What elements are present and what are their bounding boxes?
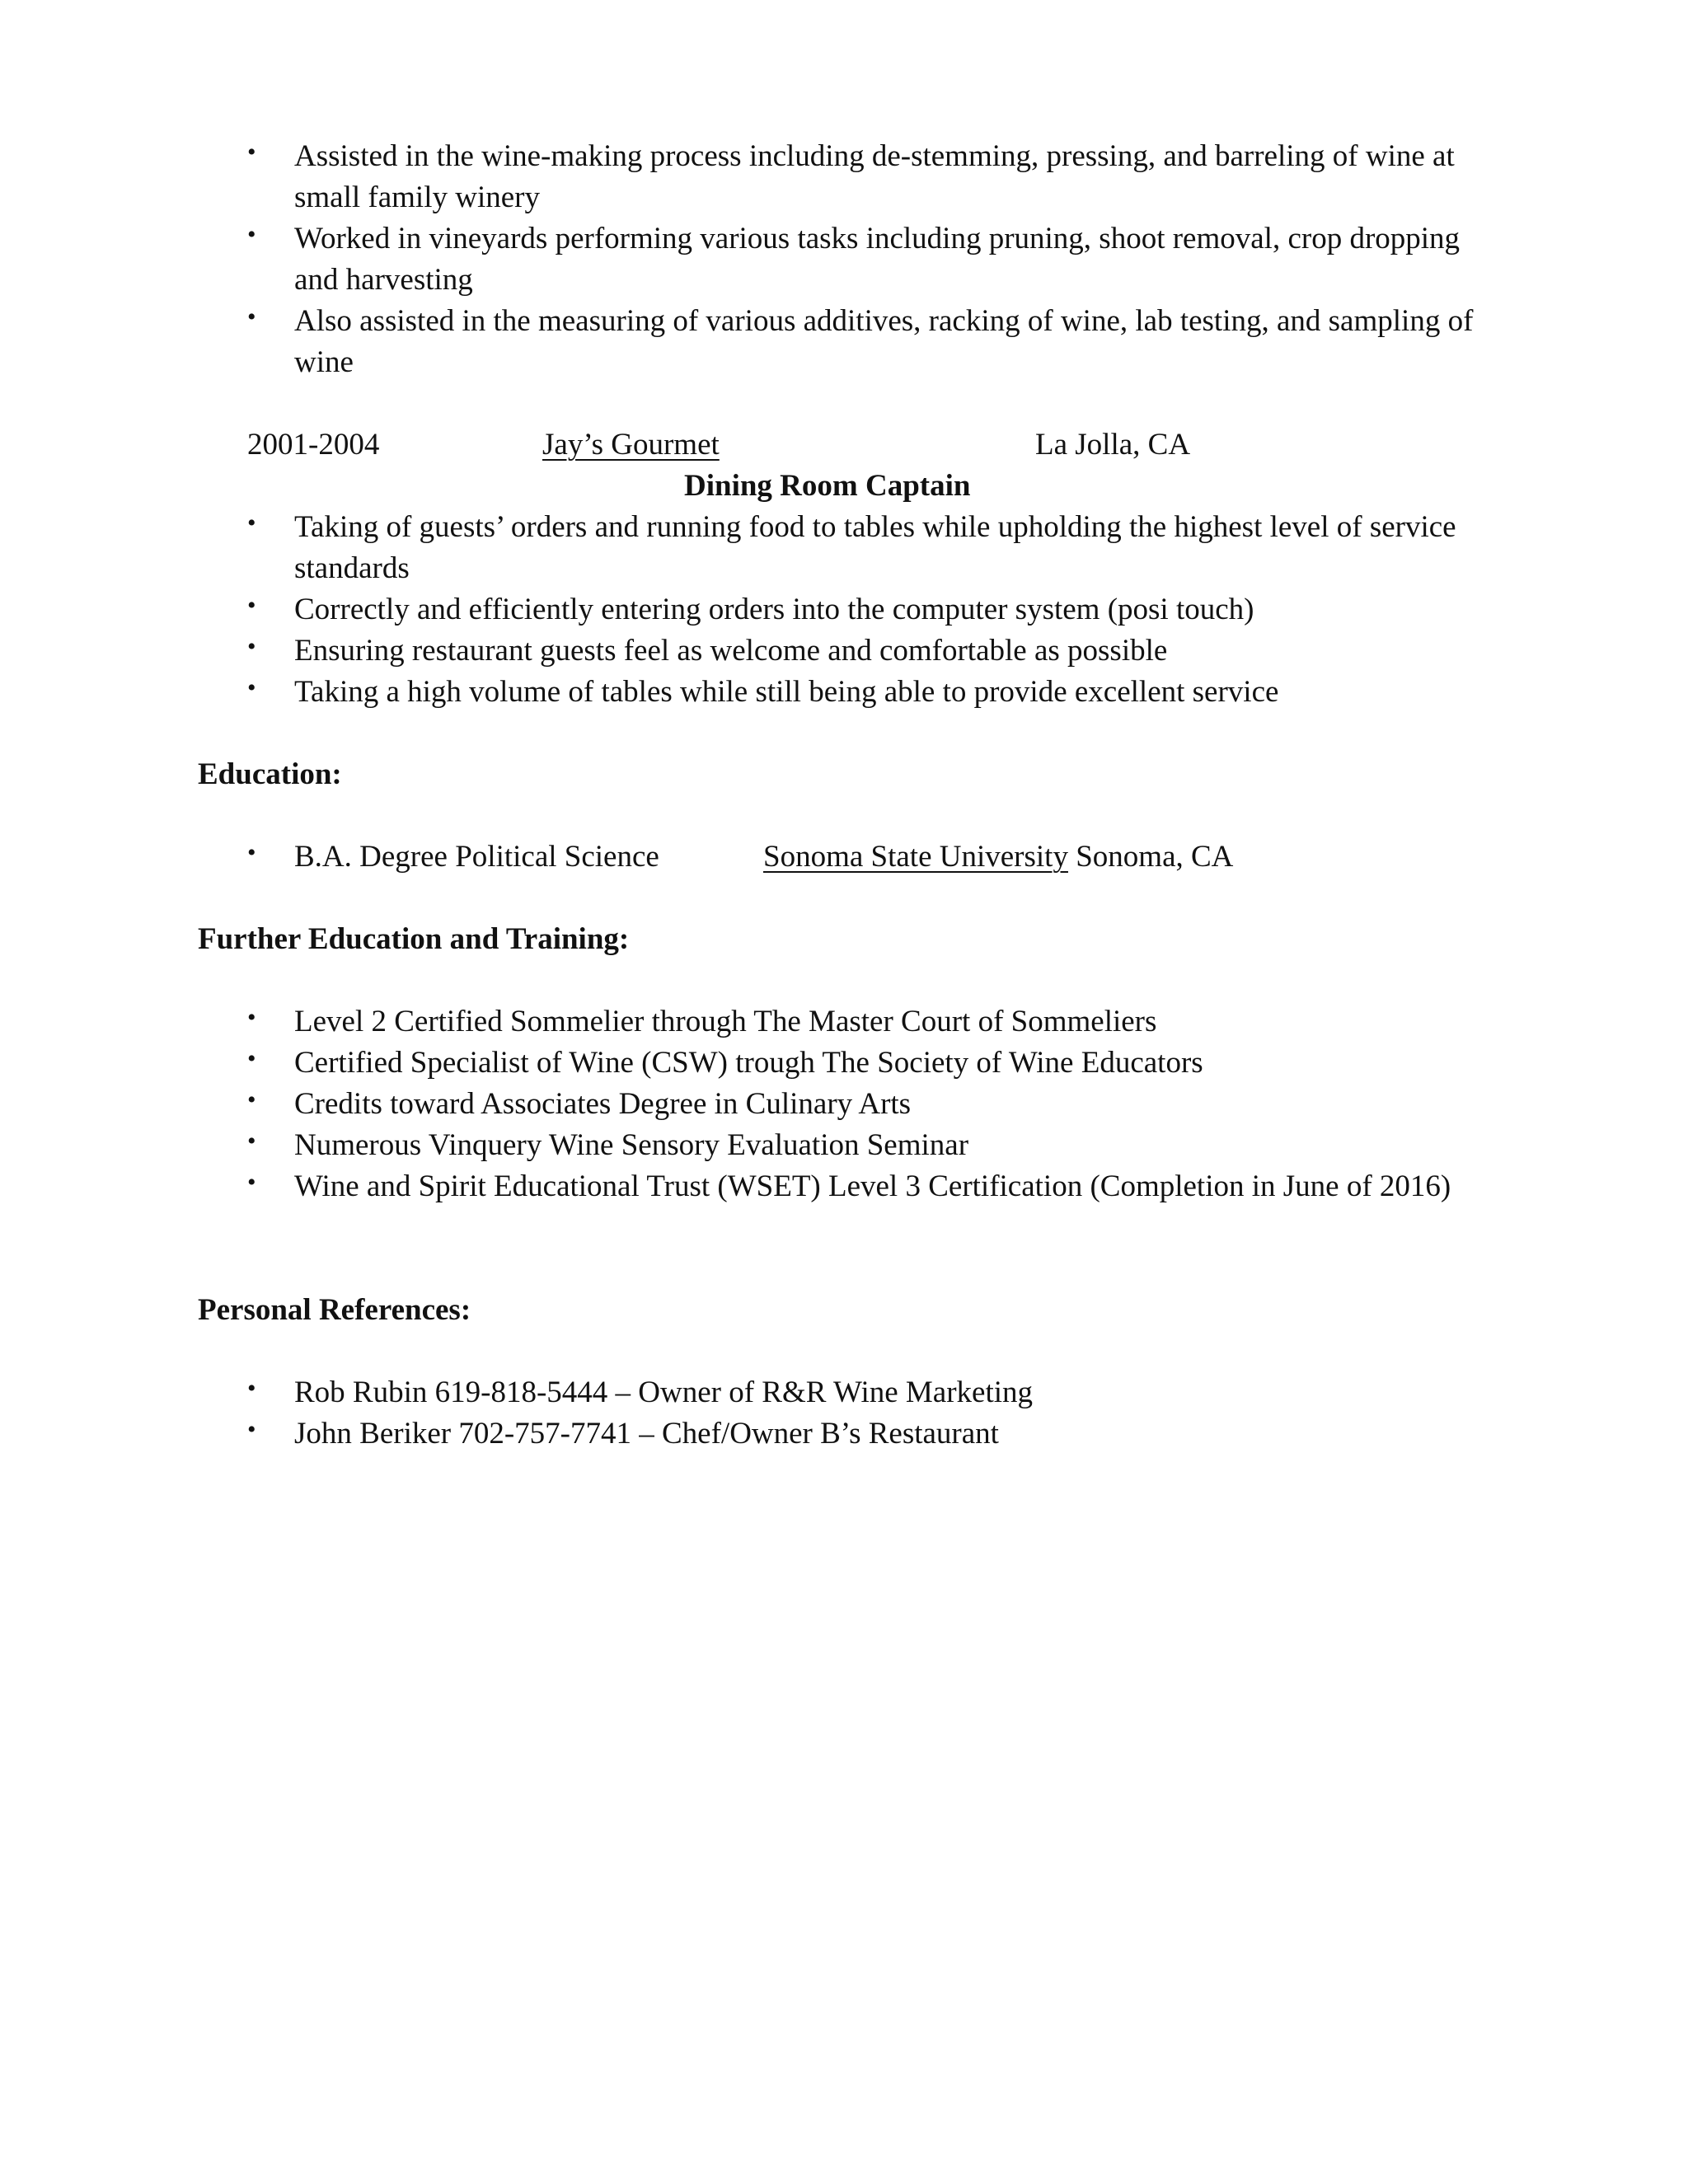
bullet-icon: •: [247, 592, 256, 619]
bullet-icon: •: [247, 1169, 256, 1196]
further-education-heading: Further Education and Training:: [198, 922, 630, 956]
list-item: • Numerous Vinquery Wine Sensory Evaluation Seminar: [247, 1125, 1475, 1166]
winery-duties-list: [247, 136, 1475, 383]
bullet-icon: •: [247, 509, 256, 537]
list-item: • Credits toward Associates Degree in Culinary Arts: [247, 1084, 1475, 1125]
list-item: • Taking of guests’ orders and running food to tables while upholding the highest level of service standards: [247, 507, 1475, 589]
school-location: Sonoma, CA: [1067, 840, 1234, 874]
job-location: La Jolla, CA: [1035, 428, 1191, 462]
job-title: Dining Room Captain: [684, 469, 971, 503]
bullet-icon: •: [247, 303, 256, 330]
education-heading: Education:: [198, 757, 342, 791]
list-item: • Level 2 Certified Sommelier through The Master Court of Sommeliers: [247, 1001, 1475, 1043]
school-line: [763, 837, 1233, 878]
job-duties-list: [247, 507, 1475, 713]
bullet-icon: •: [247, 1004, 256, 1031]
bullet-icon: •: [247, 674, 256, 701]
bullet-icon: •: [247, 1086, 256, 1113]
bullet-icon: •: [247, 1375, 256, 1402]
bullet-icon: •: [247, 839, 256, 866]
school-name: Sonoma State University: [763, 840, 1068, 874]
list-item: • Correctly and efficiently entering orders into the computer system (posi touch): [247, 589, 1475, 630]
references-list: [247, 1372, 1475, 1455]
list-item: • Ensuring restaurant guests feel as welcome and comfortable as possible: [247, 630, 1475, 672]
bullet-icon: •: [247, 633, 256, 660]
list-item: • Also assisted in the measuring of various additives, racking of wine, lab testing, and sampling of wine: [247, 301, 1475, 383]
list-item: • Wine and Spirit Educational Trust (WSET) Level 3 Certification (Completion in June of 2016): [247, 1166, 1475, 1207]
list-item: • John Beriker 702-757-7741 – Chef/Owner B’s Restaurant: [247, 1413, 1475, 1455]
references-heading: Personal References:: [198, 1293, 471, 1327]
list-item: • Taking a high volume of tables while still being able to provide excellent service: [247, 672, 1475, 713]
bullet-icon: •: [247, 138, 256, 166]
employer-name: Jay’s Gourmet: [542, 428, 720, 462]
bullet-icon: •: [247, 1045, 256, 1072]
list-item: • Certified Specialist of Wine (CSW) trough The Society of Wine Educators: [247, 1043, 1475, 1084]
job-years: 2001-2004: [247, 428, 380, 462]
list-item: • Assisted in the wine-making process including de-stemming, pressing, and barreling of wine at small family winery: [247, 136, 1475, 218]
bullet-icon: •: [247, 1416, 256, 1443]
list-item: • Worked in vineyards performing various tasks including pruning, shoot removal, crop dropping and harvesting: [247, 218, 1475, 301]
list-item: • Rob Rubin 619-818-5444 – Owner of R&R Wine Marketing: [247, 1372, 1475, 1413]
bullet-icon: •: [247, 1127, 256, 1155]
list-item: • B.A. Degree Political Science: [247, 837, 1475, 878]
bullet-icon: •: [247, 221, 256, 248]
further-education-list: [247, 1001, 1475, 1207]
